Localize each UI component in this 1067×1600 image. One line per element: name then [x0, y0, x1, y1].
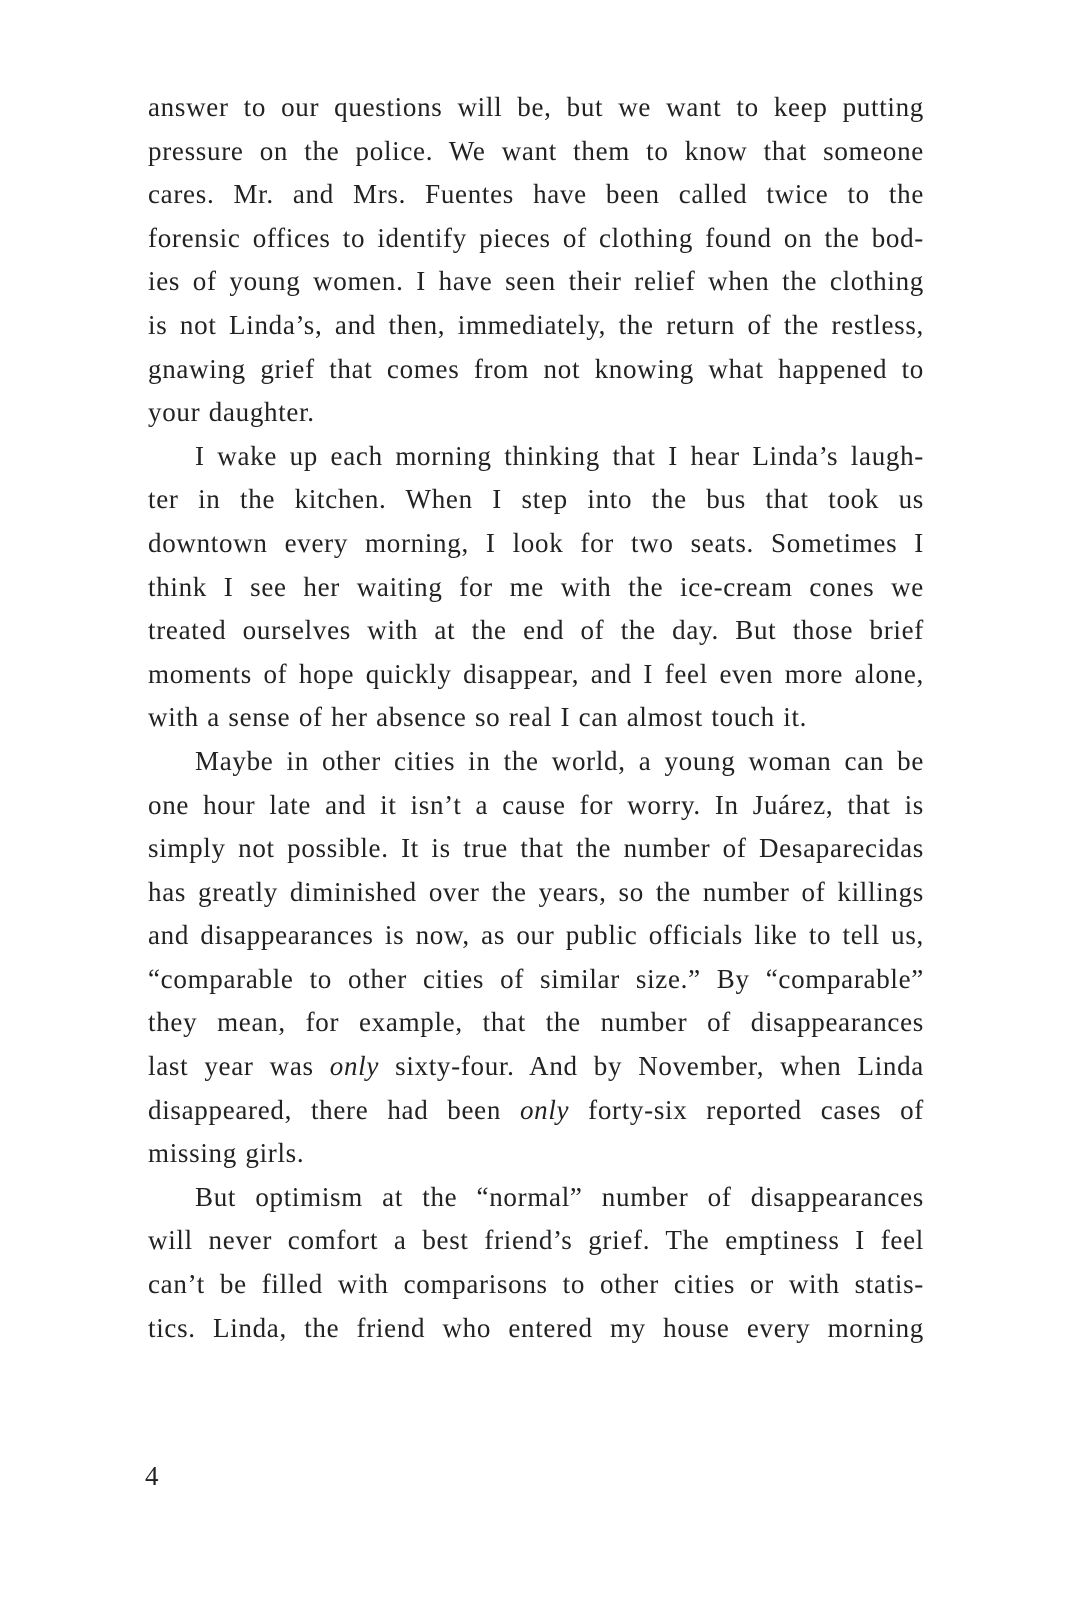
text-line [148, 1089, 924, 1133]
text-run: treated ourselves with at the end of the day. But those brief [148, 615, 924, 646]
text-line [148, 348, 924, 392]
text-run: and disappearances is now, as our public officials like to tell us, [148, 920, 924, 951]
text-run: last year was [148, 1051, 330, 1082]
paragraph [148, 86, 924, 435]
text-run: forensic offices to identify pieces of clothing found on the bod- [148, 222, 924, 253]
text-run: with a sense of her absence so real I can almost touch it. [148, 702, 808, 733]
text-line [148, 696, 924, 740]
text-line [148, 740, 924, 784]
text-line [148, 1176, 924, 1220]
text-run: missing girls. [148, 1138, 305, 1169]
text-line [148, 609, 924, 653]
text-line [148, 391, 924, 435]
text-run: simply not possible. It is true that the number of Desaparecidas [148, 833, 924, 864]
text-line [148, 1001, 924, 1045]
text-run: tics. Linda, the friend who entered my house every morning [148, 1312, 924, 1343]
paragraph [148, 435, 924, 740]
italic-text: only [519, 1094, 570, 1125]
text-run: downtown every morning, I look for two seats. Sometimes I [148, 527, 924, 558]
text-line [148, 304, 924, 348]
text-line [148, 478, 924, 522]
text-line [148, 827, 924, 871]
text-line [148, 653, 924, 697]
text-run: “comparable to other cities of similar size.” By “comparable” [148, 963, 924, 994]
text-run: has greatly diminished over the years, so the number of killings [148, 876, 924, 907]
text-run: is not Linda’s, and then, immediately, the return of the restless, [148, 309, 924, 340]
text-run: But optimism at the “normal” number of disappearances [195, 1181, 924, 1212]
text-line [148, 130, 924, 174]
body-text [148, 86, 924, 1350]
text-line [148, 566, 924, 610]
text-run: I wake up each morning thinking that I hear Linda’s laugh- [195, 440, 924, 471]
text-line [148, 522, 924, 566]
text-line [148, 173, 924, 217]
text-run: disappeared, there had been [148, 1094, 520, 1125]
text-run: they mean, for example, that the number of disappearances [148, 1007, 924, 1038]
text-run: ter in the kitchen. When I step into the bus that took us [148, 484, 924, 515]
text-run: one hour late and it isn’t a cause for worry. In Juárez, that is [148, 789, 924, 820]
text-run: pressure on the police. We want them to know that someone [148, 135, 924, 166]
paragraph [148, 740, 924, 1176]
page-number: 4 [145, 1461, 159, 1491]
text-run: can’t be filled with comparisons to other cities or with statis- [148, 1269, 924, 1300]
text-run: moments of hope quickly disappear, and I feel even more alone, [148, 658, 924, 689]
text-line [148, 784, 924, 828]
text-line [148, 260, 924, 304]
text-run: think I see her waiting for me with the ice-cream cones we [148, 571, 924, 602]
text-line [148, 958, 924, 1002]
text-line [148, 1263, 924, 1307]
paragraph [148, 1176, 924, 1350]
text-line [148, 217, 924, 261]
text-run: sixty-four. And by November, when Linda [379, 1051, 924, 1082]
text-run: forty-six reported cases of [569, 1094, 924, 1125]
text-run: answer to our questions will be, but we want to keep putting [148, 92, 924, 122]
text-line [148, 914, 924, 958]
text-run: gnawing grief that comes from not knowing what happened to [148, 353, 924, 384]
italic-text: only [329, 1051, 380, 1082]
text-run: cares. Mr. and Mrs. Fuentes have been called twice to the [148, 179, 924, 210]
text-line [148, 1132, 924, 1176]
text-run: ies of young women. I have seen their relief when the clothing [148, 266, 924, 297]
text-line [148, 1045, 924, 1089]
text-run: Maybe in other cities in the world, a young woman can be [195, 745, 924, 776]
text-line [148, 1307, 924, 1351]
text-line [148, 435, 924, 479]
text-run: your daughter. [148, 397, 315, 428]
text-line [148, 871, 924, 915]
text-line [148, 86, 924, 130]
text-line [148, 1219, 924, 1263]
text-run: will never comfort a best friend’s grief. The emptiness I feel [148, 1225, 924, 1256]
